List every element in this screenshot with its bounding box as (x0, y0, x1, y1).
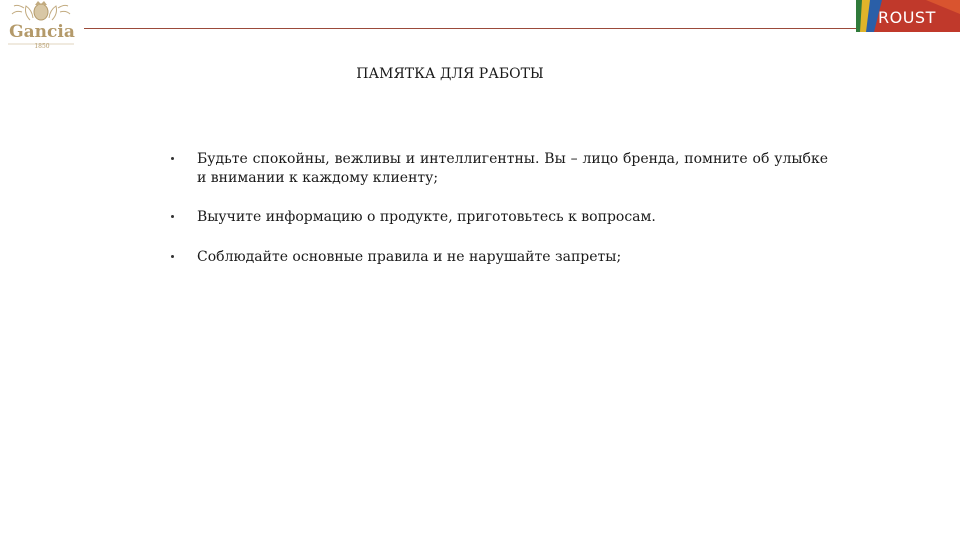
bullet-dot-icon (171, 255, 174, 258)
list-item (168, 150, 828, 188)
bullet-dot-icon (171, 215, 174, 218)
list-item-text: Будьте спокойны, вежливы и интеллигентны. Вы – лицо бренда, помните об улыбке и внимании к каждому клиенту; (197, 151, 828, 186)
list-item-text: Выучите информацию о продукте, приготовьтесь к вопросам. (197, 209, 656, 225)
roust-wordmark: ROUST (878, 8, 936, 27)
gancia-wordmark: Gancia (9, 22, 75, 42)
bullet-dot-icon (171, 157, 174, 160)
gancia-year: 1850 (34, 43, 50, 50)
header-divider (84, 28, 856, 29)
gancia-logo (2, 0, 80, 54)
page-title: ПАМЯТКА ДЛЯ РАБОТЫ (356, 66, 544, 82)
bullet-list (168, 150, 828, 267)
list-item (168, 208, 828, 227)
roust-logo (856, 0, 960, 32)
list-item-text: Соблюдайте основные правила и не нарушайте запреты; (197, 249, 622, 265)
list-item (168, 248, 828, 267)
